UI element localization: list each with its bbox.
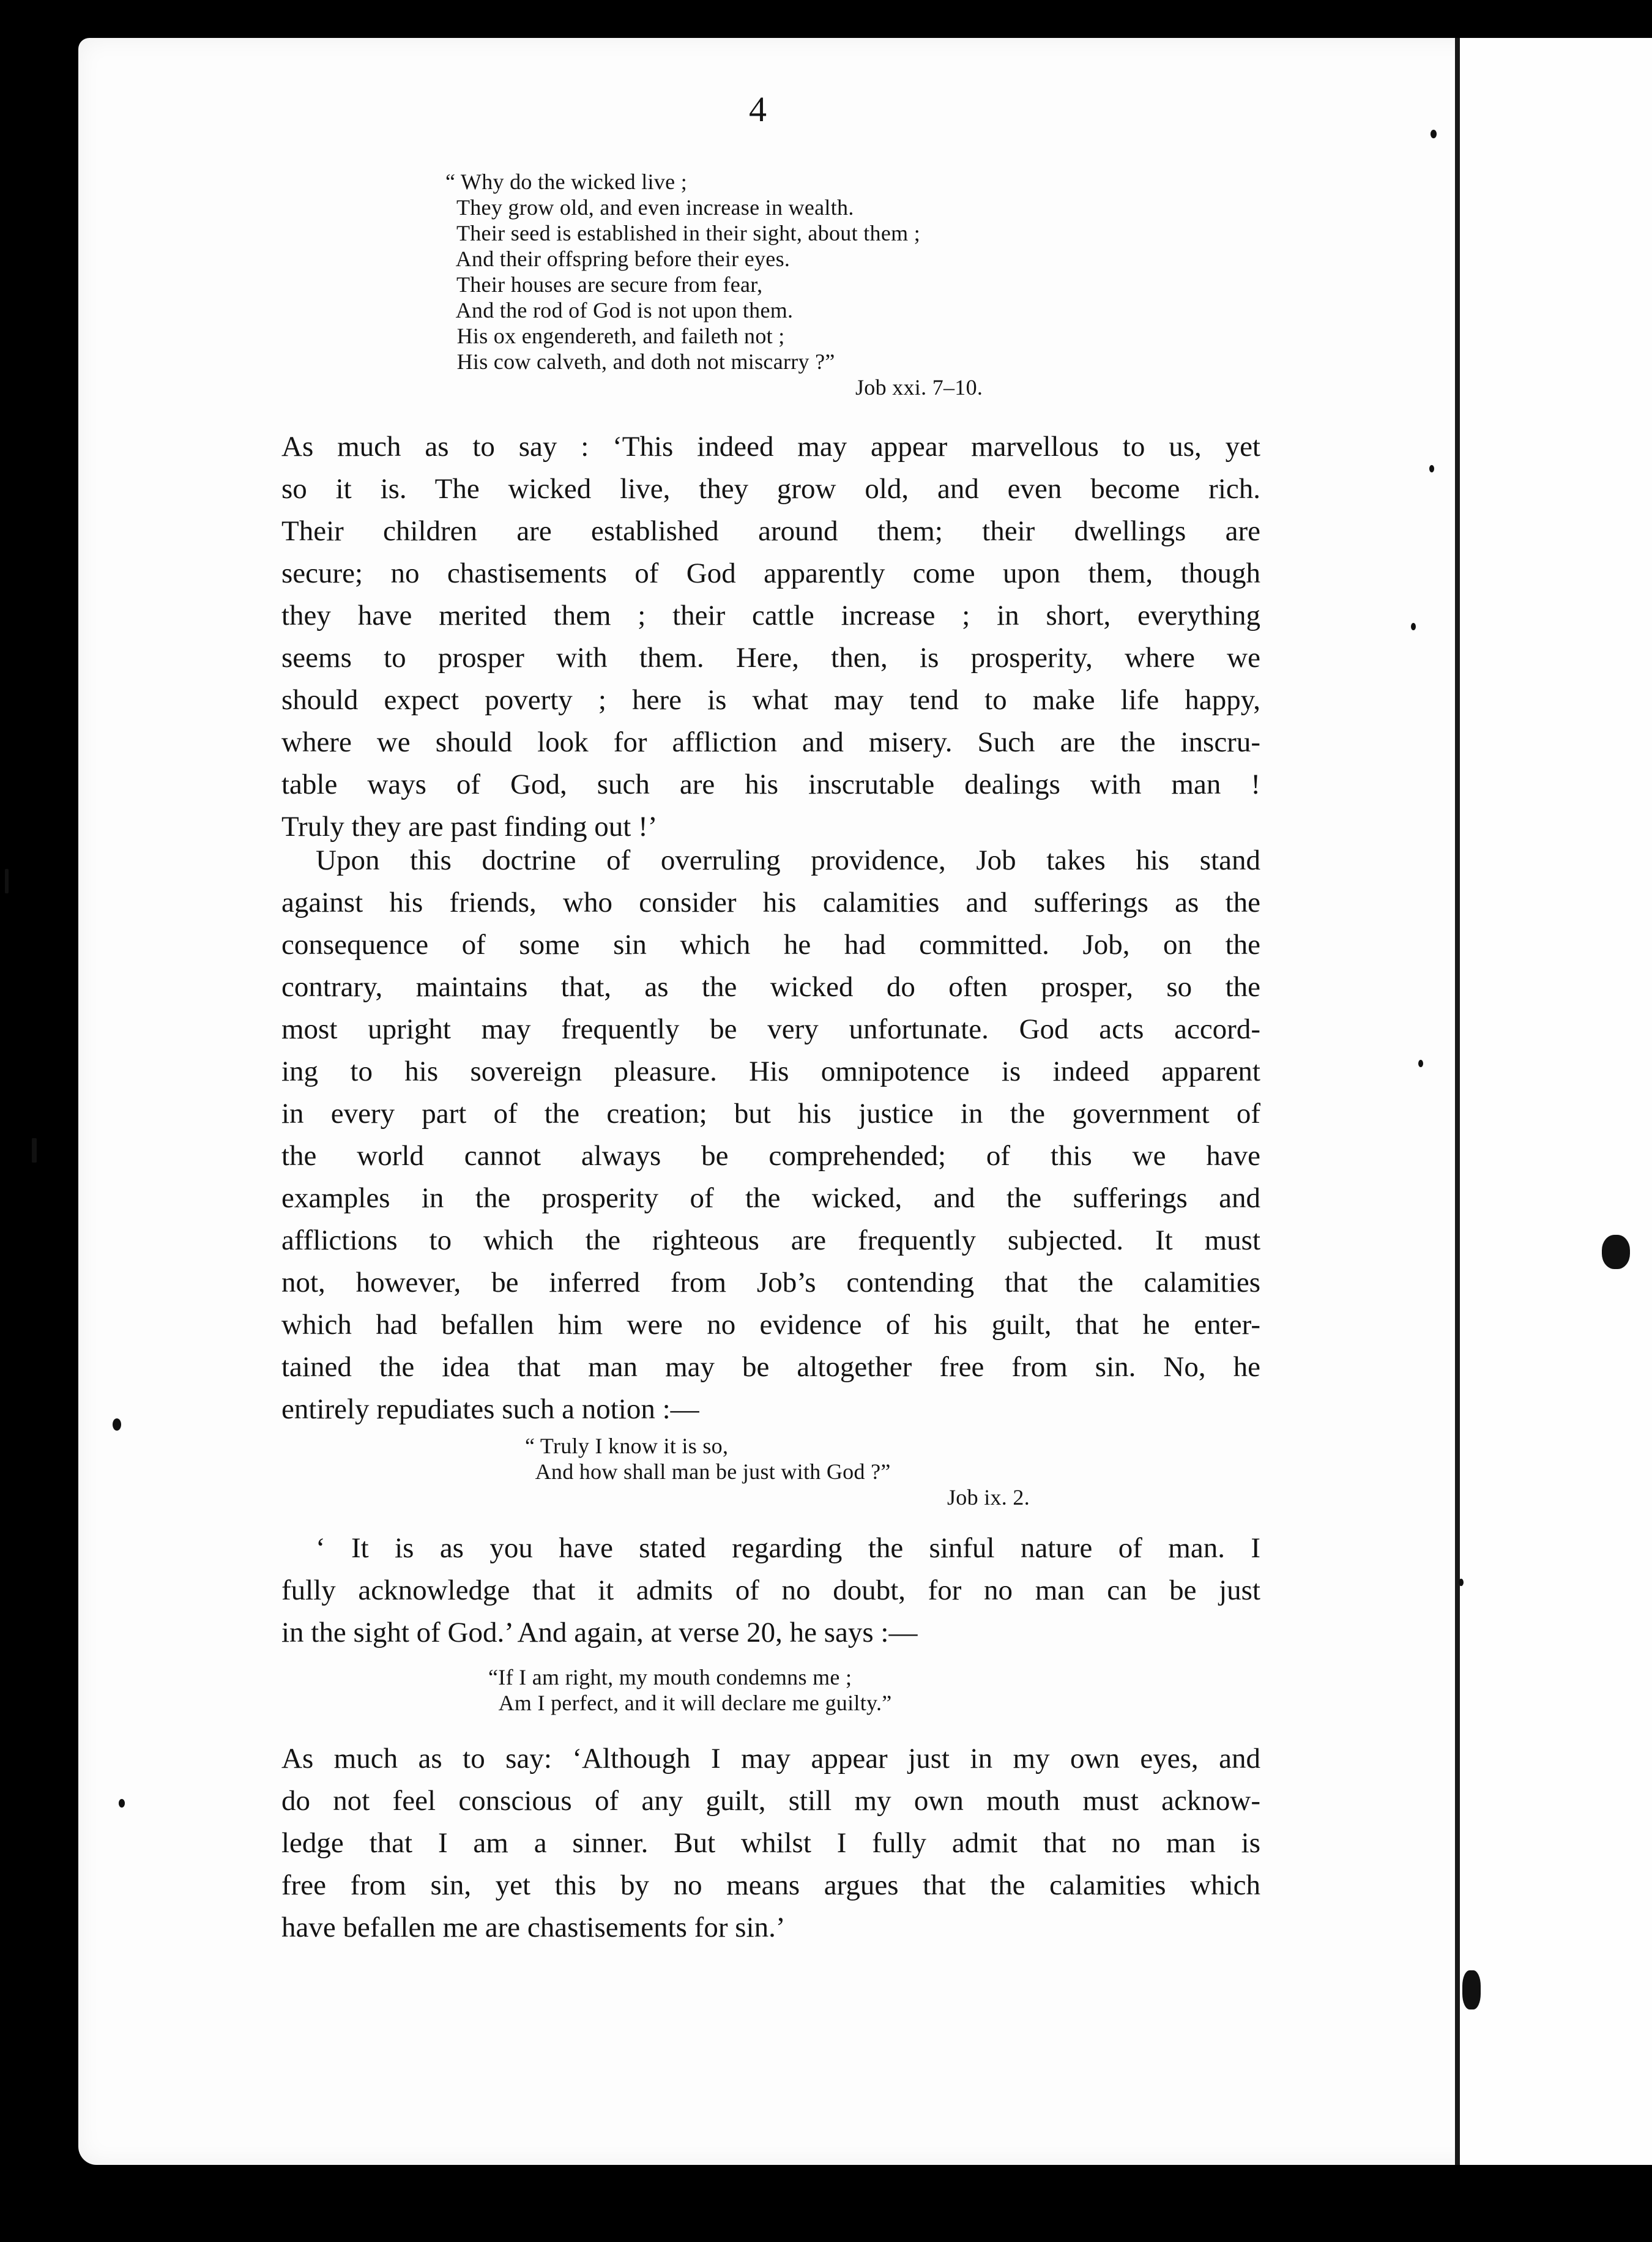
facing-page-strip	[1460, 38, 1652, 2165]
text-line: most upright may frequently be very unfortunate. God acts accord-	[281, 1013, 1260, 1045]
text-line: contrary, maintains that, as the wicked do often prosper, so the	[281, 971, 1260, 1003]
scan-speck	[1418, 1060, 1423, 1067]
text-line: tained the idea that man may be altogether free from sin. No, he	[281, 1351, 1260, 1383]
scan-speck	[5, 869, 9, 893]
text-line: should expect poverty ; here is what may tend to make life happy,	[281, 684, 1260, 716]
text-line: fully acknowledge that it admits of no doubt, for no man can be just	[281, 1574, 1260, 1606]
text-line: have befallen me are chastisements for sin.’	[281, 1912, 786, 1943]
verse-line: They grow old, and even increase in wealth.	[445, 195, 854, 220]
text-line: which had befallen him were no evidence of his guilt, that he enter-	[281, 1309, 1260, 1341]
paragraph	[281, 1738, 1260, 1949]
text-line: free from sin, yet this by no means argues that the calamities which	[281, 1869, 1260, 1901]
text-line: the world cannot always be comprehended; of this we have	[281, 1140, 1260, 1172]
text-line: they have merited them ; their cattle increase ; in short, everything	[281, 600, 1260, 631]
scan-speck	[1602, 1235, 1630, 1269]
scan-speck	[1431, 130, 1437, 138]
scan-speck	[1411, 623, 1416, 630]
text-line: secure; no chastisements of God apparently come upon them, though	[281, 557, 1260, 589]
text-line: Truly they are past finding out !’	[281, 811, 658, 843]
text-line: Their children are established around them; their dwellings are	[281, 515, 1260, 547]
verse-line: Their houses are secure from fear,	[445, 272, 763, 297]
text-line: in the sight of God.’ And again, at verse 20, he says :—	[281, 1617, 918, 1648]
text-line: As much as to say: ‘Although I may appear just in my own eyes, and	[281, 1743, 1260, 1775]
scan-speck	[113, 1418, 121, 1431]
text-line: Upon this doctrine of overruling providence, Job takes his stand	[316, 844, 1260, 876]
text-line: ‘ It is as you have stated regarding the sinful nature of man. I	[316, 1532, 1260, 1564]
page-number: 4	[749, 89, 767, 129]
verse-line: “ Why do the wicked live ;	[445, 169, 688, 194]
verse-line: “ Truly I know it is so,	[525, 1434, 729, 1458]
text-line: entirely repudiates such a notion :—	[281, 1393, 699, 1425]
verse-line: And how shall man be just with God ?”	[525, 1459, 891, 1484]
verse-line: Am I perfect, and it will declare me guilty.”	[488, 1691, 892, 1715]
verse-line: And their offspring before their eyes.	[445, 247, 791, 271]
scan-speck	[1459, 1579, 1464, 1586]
verse-line: His ox engendereth, and faileth not ;	[445, 324, 785, 348]
scan-speck	[119, 1799, 125, 1808]
text-line: seems to prosper with them. Here, then, is prosperity, where we	[281, 642, 1260, 674]
scan-speck	[1462, 1970, 1481, 2009]
text-line: not, however, be inferred from Job’s contending that the calamities	[281, 1267, 1260, 1298]
page-edge-shadow	[1455, 38, 1460, 2165]
text-line: ing to his sovereign pleasure. His omnipotence is indeed apparent	[281, 1056, 1260, 1087]
paragraph	[281, 426, 1260, 848]
verse-line: His cow calveth, and doth not miscarry ?”	[445, 349, 835, 374]
text-line: where we should look for affliction and misery. Such are the inscru-	[281, 726, 1260, 758]
text-line: against his friends, who consider his calamities and sufferings as the	[281, 887, 1260, 918]
verse-quote-job-9-20	[488, 1664, 892, 1716]
scripture-reference: Job xxi. 7–10.	[855, 375, 983, 400]
text-line: do not feel conscious of any guilt, still my own mouth must acknow-	[281, 1785, 1260, 1817]
text-line: table ways of God, such are his inscrutable dealings with man !	[281, 769, 1260, 800]
scan-speck	[1429, 465, 1434, 472]
text-line: As much as to say : ‘This indeed may appear marvellous to us, yet	[281, 431, 1260, 463]
text-line: in every part of the creation; but his justice in the government of	[281, 1098, 1260, 1130]
text-line: examples in the prosperity of the wicked, and the sufferings and	[281, 1182, 1260, 1214]
verse-line: “If I am right, my mouth condemns me ;	[488, 1665, 852, 1689]
verse-quote-job-9	[525, 1433, 1030, 1510]
paragraph	[281, 1527, 1260, 1654]
verse-line: Their seed is established in their sight, about them ;	[445, 221, 920, 245]
text-line: consequence of some sin which he had committed. Job, on the	[281, 929, 1260, 961]
verse-quote-job-21	[445, 169, 983, 400]
text-line: so it is. The wicked live, they grow old, and even become rich.	[281, 473, 1260, 505]
scan-speck	[32, 1138, 37, 1163]
paragraph	[281, 840, 1260, 1431]
text-line: afflictions to which the righteous are frequently subjected. It must	[281, 1224, 1260, 1256]
verse-line: And the rod of God is not upon them.	[445, 298, 794, 322]
scripture-reference: Job ix. 2.	[947, 1485, 1030, 1510]
text-line: ledge that I am a sinner. But whilst I fully admit that no man is	[281, 1827, 1260, 1859]
